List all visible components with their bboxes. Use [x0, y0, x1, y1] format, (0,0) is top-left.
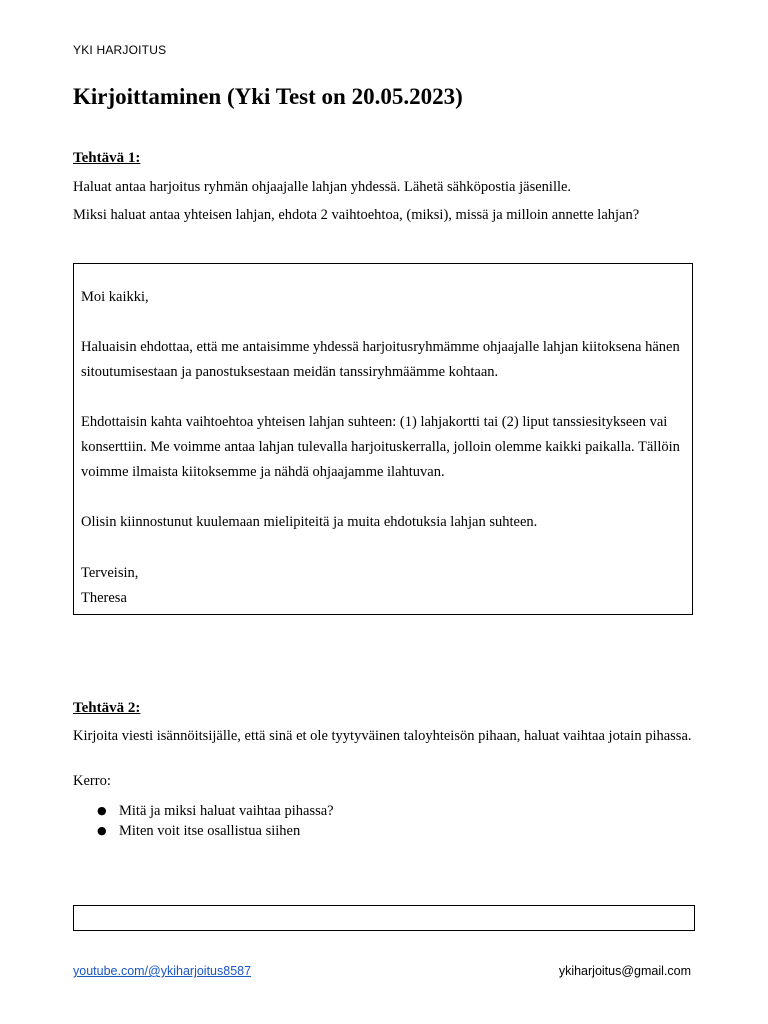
answer-paragraph-2: Ehdottaisin kahta vaihtoehtoa yhteisen lahjan suhteen: (1) lahjakortti tai (2) liput tanssiesitykseen vai konserttiin. Me voimme antaa lahjan tulevalla harjoituskerralla, jolloin olemme kaikki paikalla. Tällöin voimme ilmaista kiitoksemme ja nähdä ohjaajamme ilahtuvan.: [81, 414, 680, 480]
answer-signature: Theresa: [81, 590, 127, 606]
bullet-icon: ●: [97, 804, 107, 817]
list-item-text: Miten voit itse osallistua siihen: [119, 823, 301, 839]
task1-line-2: Miksi haluat antaa yhteisen lahjan, ehdota 2 vaihtoehtoa, (miksi), missä ja milloin annette lahjan?: [73, 207, 640, 223]
contact-email: ykiharjoitus@gmail.com: [558, 964, 691, 978]
answer-greeting: Moi kaikki,: [81, 289, 149, 305]
answer-paragraph-1: Haluaisin ehdottaa, että me antaisimme yhdessä harjoitusryhmämme ohjaajalle lahjan kiitoksena hänen sitoutumisestaan ja panostuksestaan meidän tanssiryhmäämme kohtaan.: [81, 339, 680, 380]
task1-heading: Tehtävä 1:: [73, 150, 141, 166]
page-header: YKI HARJOITUS: [73, 43, 167, 57]
list-item: [73, 821, 334, 841]
youtube-link[interactable]: youtube.com/@ykiharjoitus8587: [73, 964, 252, 978]
task2-bullet-list: [73, 801, 334, 841]
task1-line-1: Haluat antaa harjoitus ryhmän ohjaajalle lahjan yhdessä. Lähetä sähköpostia jäsenille.: [73, 179, 572, 195]
bullet-icon: ●: [97, 824, 107, 837]
list-item: [73, 801, 334, 821]
page-title: Kirjoittaminen (Yki Test on 20.05.2023): [73, 84, 463, 109]
task1-answer-box: [73, 263, 693, 615]
list-item-text: Mitä ja miksi haluat vaihtaa pihassa?: [119, 803, 334, 819]
task2-heading: Tehtävä 2:: [73, 700, 141, 716]
answer-paragraph-3: Olisin kiinnostunut kuulemaan mielipiteitä ja muita ehdotuksia lahjan suhteen.: [81, 514, 538, 530]
task2-answer-box: [73, 905, 695, 931]
answer-closing: Terveisin,: [81, 565, 139, 581]
task2-text: Kirjoita viesti isännöitsijälle, että sinä et ole tyytyväinen taloyhteisön pihaan, haluat vaihtaa jotain pihassa.: [73, 728, 692, 744]
task2-kerro: Kerro:: [73, 773, 111, 789]
